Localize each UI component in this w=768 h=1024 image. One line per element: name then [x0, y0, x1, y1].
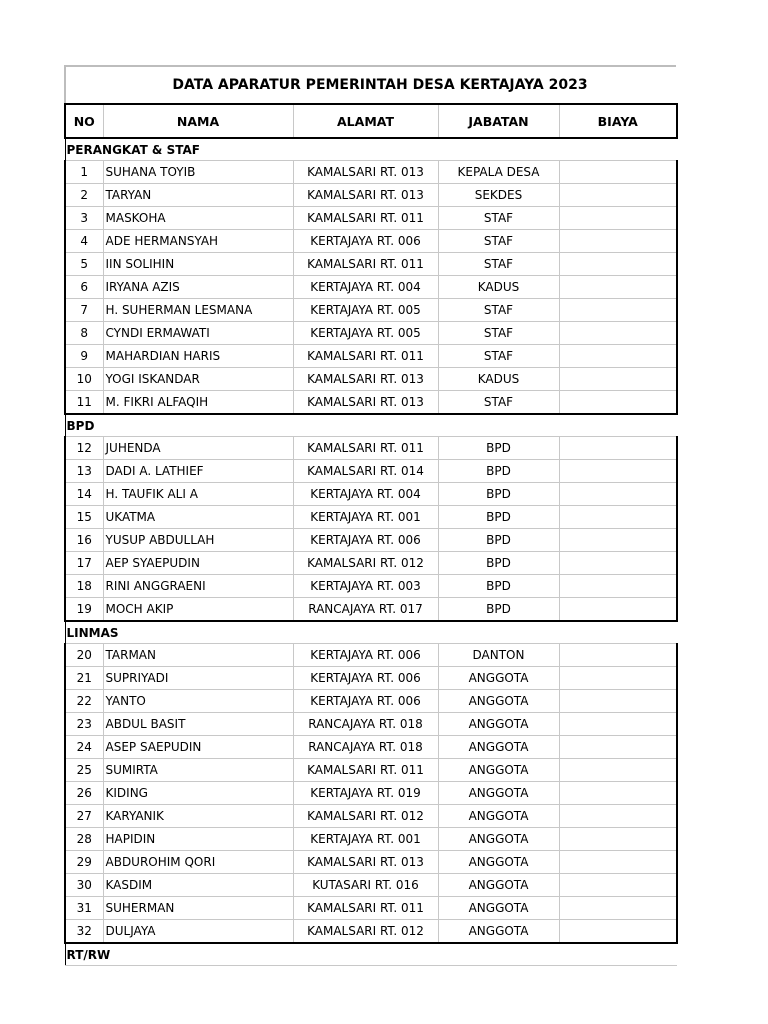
cell-no: 24	[65, 736, 103, 759]
cell-no: 16	[65, 529, 103, 552]
cell-no: 4	[65, 230, 103, 253]
cell-jabatan: BPD	[438, 506, 559, 529]
cell-alamat: KAMALSARI RT. 011	[293, 759, 438, 782]
cell-jabatan: BPD	[438, 575, 559, 598]
cell-alamat: RANCAJAYA RT. 017	[293, 598, 438, 622]
cell-nama: MOCH AKIP	[103, 598, 293, 622]
cell-jabatan: DANTON	[438, 644, 559, 667]
cell-biaya	[559, 575, 677, 598]
cell-jabatan: STAF	[438, 322, 559, 345]
cell-nama: UKATMA	[103, 506, 293, 529]
cell-alamat: KAMALSARI RT. 011	[293, 345, 438, 368]
cell-alamat: KAMALSARI RT. 013	[293, 851, 438, 874]
cell-nama: TARMAN	[103, 644, 293, 667]
table-row	[65, 483, 677, 506]
cell-biaya	[559, 736, 677, 759]
cell-biaya	[559, 437, 677, 460]
cell-nama: MAHARDIAN HARIS	[103, 345, 293, 368]
cell-nama: SUPRIYADI	[103, 667, 293, 690]
cell-biaya	[559, 782, 677, 805]
cell-nama: ABDUROHIM QORI	[103, 851, 293, 874]
table-row	[65, 690, 677, 713]
table-row	[65, 345, 677, 368]
cell-alamat: KAMALSARI RT. 011	[293, 437, 438, 460]
cell-jabatan: STAF	[438, 253, 559, 276]
cell-biaya	[559, 667, 677, 690]
cell-biaya	[559, 713, 677, 736]
cell-biaya	[559, 483, 677, 506]
cell-nama: YANTO	[103, 690, 293, 713]
cell-nama: H. SUHERMAN LESMANA	[103, 299, 293, 322]
cell-no: 32	[65, 920, 103, 944]
section-row	[65, 414, 677, 437]
table-body	[65, 138, 677, 966]
cell-nama: M. FIKRI ALFAQIH	[103, 391, 293, 415]
cell-alamat: KERTAJAYA RT. 004	[293, 483, 438, 506]
cell-biaya	[559, 529, 677, 552]
cell-biaya	[559, 805, 677, 828]
cell-biaya	[559, 368, 677, 391]
cell-alamat: KERTAJAYA RT. 006	[293, 230, 438, 253]
cell-biaya	[559, 299, 677, 322]
cell-biaya	[559, 644, 677, 667]
cell-no: 8	[65, 322, 103, 345]
cell-jabatan: STAF	[438, 345, 559, 368]
cell-no: 19	[65, 598, 103, 622]
table-row	[65, 759, 677, 782]
aparatur-table	[64, 103, 678, 966]
cell-nama: H. TAUFIK ALI A	[103, 483, 293, 506]
cell-alamat: KAMALSARI RT. 012	[293, 805, 438, 828]
cell-jabatan: BPD	[438, 529, 559, 552]
cell-jabatan: ANGGOTA	[438, 828, 559, 851]
cell-jabatan: BPD	[438, 552, 559, 575]
table-row	[65, 736, 677, 759]
cell-alamat: KERTAJAYA RT. 001	[293, 828, 438, 851]
cell-alamat: KERTAJAYA RT. 005	[293, 322, 438, 345]
cell-nama: ABDUL BASIT	[103, 713, 293, 736]
header-biaya: BIAYA	[559, 104, 677, 138]
table-row	[65, 230, 677, 253]
cell-no: 14	[65, 483, 103, 506]
cell-no: 29	[65, 851, 103, 874]
section-label: BPD	[65, 414, 677, 437]
cell-biaya	[559, 920, 677, 944]
cell-nama: ADE HERMANSYAH	[103, 230, 293, 253]
cell-alamat: KAMALSARI RT. 012	[293, 552, 438, 575]
cell-no: 15	[65, 506, 103, 529]
cell-jabatan: KADUS	[438, 276, 559, 299]
cell-nama: TARYAN	[103, 184, 293, 207]
table-row	[65, 667, 677, 690]
cell-nama: MASKOHA	[103, 207, 293, 230]
cell-no: 12	[65, 437, 103, 460]
table-row	[65, 299, 677, 322]
document-title: DATA APARATUR PEMERINTAH DESA KERTAJAYA 2023	[64, 65, 676, 103]
cell-nama: DADI A. LATHIEF	[103, 460, 293, 483]
cell-no: 21	[65, 667, 103, 690]
cell-biaya	[559, 460, 677, 483]
cell-jabatan: BPD	[438, 460, 559, 483]
table-row	[65, 368, 677, 391]
header-alamat: ALAMAT	[293, 104, 438, 138]
cell-alamat: KERTAJAYA RT. 001	[293, 506, 438, 529]
cell-alamat: KAMALSARI RT. 014	[293, 460, 438, 483]
cell-alamat: KERTAJAYA RT. 006	[293, 690, 438, 713]
cell-alamat: KUTASARI RT. 016	[293, 874, 438, 897]
cell-no: 23	[65, 713, 103, 736]
table-row	[65, 207, 677, 230]
section-row	[65, 138, 677, 161]
header-row	[65, 104, 677, 138]
cell-alamat: KAMALSARI RT. 011	[293, 207, 438, 230]
cell-no: 9	[65, 345, 103, 368]
cell-alamat: KAMALSARI RT. 013	[293, 368, 438, 391]
cell-alamat: KERTAJAYA RT. 019	[293, 782, 438, 805]
cell-no: 31	[65, 897, 103, 920]
table-row	[65, 644, 677, 667]
cell-jabatan: SEKDES	[438, 184, 559, 207]
section-label: RT/RW	[65, 943, 677, 966]
cell-biaya	[559, 690, 677, 713]
cell-jabatan: STAF	[438, 299, 559, 322]
cell-jabatan: BPD	[438, 437, 559, 460]
cell-no: 28	[65, 828, 103, 851]
cell-no: 30	[65, 874, 103, 897]
table-row	[65, 805, 677, 828]
cell-nama: DULJAYA	[103, 920, 293, 944]
section-row	[65, 621, 677, 644]
cell-nama: IIN SOLIHIN	[103, 253, 293, 276]
cell-jabatan: STAF	[438, 230, 559, 253]
table-row	[65, 598, 677, 622]
section-row	[65, 943, 677, 966]
cell-biaya	[559, 506, 677, 529]
table-row	[65, 575, 677, 598]
cell-nama: SUHERMAN	[103, 897, 293, 920]
cell-nama: KASDIM	[103, 874, 293, 897]
cell-jabatan: KEPALA DESA	[438, 161, 559, 184]
cell-biaya	[559, 874, 677, 897]
cell-jabatan: ANGGOTA	[438, 851, 559, 874]
table-row	[65, 920, 677, 944]
cell-no: 13	[65, 460, 103, 483]
table-row	[65, 874, 677, 897]
table-row	[65, 161, 677, 184]
cell-nama: YUSUP ABDULLAH	[103, 529, 293, 552]
cell-alamat: KAMALSARI RT. 011	[293, 897, 438, 920]
cell-biaya	[559, 161, 677, 184]
cell-jabatan: ANGGOTA	[438, 897, 559, 920]
table-row	[65, 897, 677, 920]
section-label: PERANGKAT & STAF	[65, 138, 677, 161]
cell-no: 22	[65, 690, 103, 713]
cell-jabatan: ANGGOTA	[438, 690, 559, 713]
cell-biaya	[559, 759, 677, 782]
cell-biaya	[559, 184, 677, 207]
cell-biaya	[559, 253, 677, 276]
table-row	[65, 276, 677, 299]
table-row	[65, 391, 677, 415]
cell-biaya	[559, 345, 677, 368]
table-row	[65, 529, 677, 552]
cell-nama: JUHENDA	[103, 437, 293, 460]
cell-no: 5	[65, 253, 103, 276]
cell-alamat: KERTAJAYA RT. 006	[293, 529, 438, 552]
table-row	[65, 851, 677, 874]
cell-no: 2	[65, 184, 103, 207]
table-row	[65, 782, 677, 805]
cell-biaya	[559, 276, 677, 299]
cell-biaya	[559, 598, 677, 622]
cell-no: 27	[65, 805, 103, 828]
cell-jabatan: KADUS	[438, 368, 559, 391]
cell-no: 1	[65, 161, 103, 184]
cell-alamat: KAMALSARI RT. 013	[293, 161, 438, 184]
table-row	[65, 322, 677, 345]
cell-jabatan: ANGGOTA	[438, 667, 559, 690]
cell-jabatan: ANGGOTA	[438, 782, 559, 805]
cell-no: 18	[65, 575, 103, 598]
cell-jabatan: ANGGOTA	[438, 874, 559, 897]
cell-no: 11	[65, 391, 103, 415]
cell-no: 7	[65, 299, 103, 322]
cell-biaya	[559, 391, 677, 415]
header-nama: NAMA	[103, 104, 293, 138]
cell-alamat: KAMALSARI RT. 013	[293, 391, 438, 415]
cell-jabatan: ANGGOTA	[438, 920, 559, 944]
cell-no: 6	[65, 276, 103, 299]
cell-nama: IRYANA AZIS	[103, 276, 293, 299]
cell-nama: KIDING	[103, 782, 293, 805]
cell-alamat: RANCAJAYA RT. 018	[293, 713, 438, 736]
cell-nama: SUHANA TOYIB	[103, 161, 293, 184]
table-row	[65, 460, 677, 483]
cell-nama: RINI ANGGRAENI	[103, 575, 293, 598]
header-no: NO	[65, 104, 103, 138]
cell-biaya	[559, 897, 677, 920]
cell-nama: SUMIRTA	[103, 759, 293, 782]
cell-jabatan: ANGGOTA	[438, 805, 559, 828]
cell-no: 3	[65, 207, 103, 230]
cell-no: 25	[65, 759, 103, 782]
cell-nama: ASEP SAEPUDIN	[103, 736, 293, 759]
cell-biaya	[559, 828, 677, 851]
cell-jabatan: STAF	[438, 391, 559, 415]
cell-biaya	[559, 230, 677, 253]
table-row	[65, 184, 677, 207]
cell-alamat: KAMALSARI RT. 013	[293, 184, 438, 207]
cell-alamat: KERTAJAYA RT. 006	[293, 644, 438, 667]
cell-alamat: KAMALSARI RT. 011	[293, 253, 438, 276]
cell-jabatan: STAF	[438, 207, 559, 230]
cell-nama: KARYANIK	[103, 805, 293, 828]
cell-nama: AEP SYAEPUDIN	[103, 552, 293, 575]
cell-jabatan: BPD	[438, 598, 559, 622]
cell-biaya	[559, 322, 677, 345]
cell-nama: CYNDI ERMAWATI	[103, 322, 293, 345]
cell-biaya	[559, 552, 677, 575]
section-label: LINMAS	[65, 621, 677, 644]
table-row	[65, 713, 677, 736]
cell-no: 20	[65, 644, 103, 667]
table-row	[65, 253, 677, 276]
header-jabatan: JABATAN	[438, 104, 559, 138]
cell-biaya	[559, 851, 677, 874]
cell-jabatan: ANGGOTA	[438, 713, 559, 736]
cell-jabatan: BPD	[438, 483, 559, 506]
table-row	[65, 506, 677, 529]
cell-alamat: KERTAJAYA RT. 005	[293, 299, 438, 322]
cell-alamat: RANCAJAYA RT. 018	[293, 736, 438, 759]
cell-nama: YOGI ISKANDAR	[103, 368, 293, 391]
cell-no: 17	[65, 552, 103, 575]
cell-alamat: KAMALSARI RT. 012	[293, 920, 438, 944]
cell-no: 26	[65, 782, 103, 805]
table-row	[65, 828, 677, 851]
cell-alamat: KERTAJAYA RT. 006	[293, 667, 438, 690]
table-row	[65, 437, 677, 460]
cell-no: 10	[65, 368, 103, 391]
cell-nama: HAPIDIN	[103, 828, 293, 851]
cell-biaya	[559, 207, 677, 230]
cell-jabatan: ANGGOTA	[438, 759, 559, 782]
cell-alamat: KERTAJAYA RT. 004	[293, 276, 438, 299]
cell-jabatan: ANGGOTA	[438, 736, 559, 759]
table-row	[65, 552, 677, 575]
cell-alamat: KERTAJAYA RT. 003	[293, 575, 438, 598]
spreadsheet	[64, 65, 676, 966]
